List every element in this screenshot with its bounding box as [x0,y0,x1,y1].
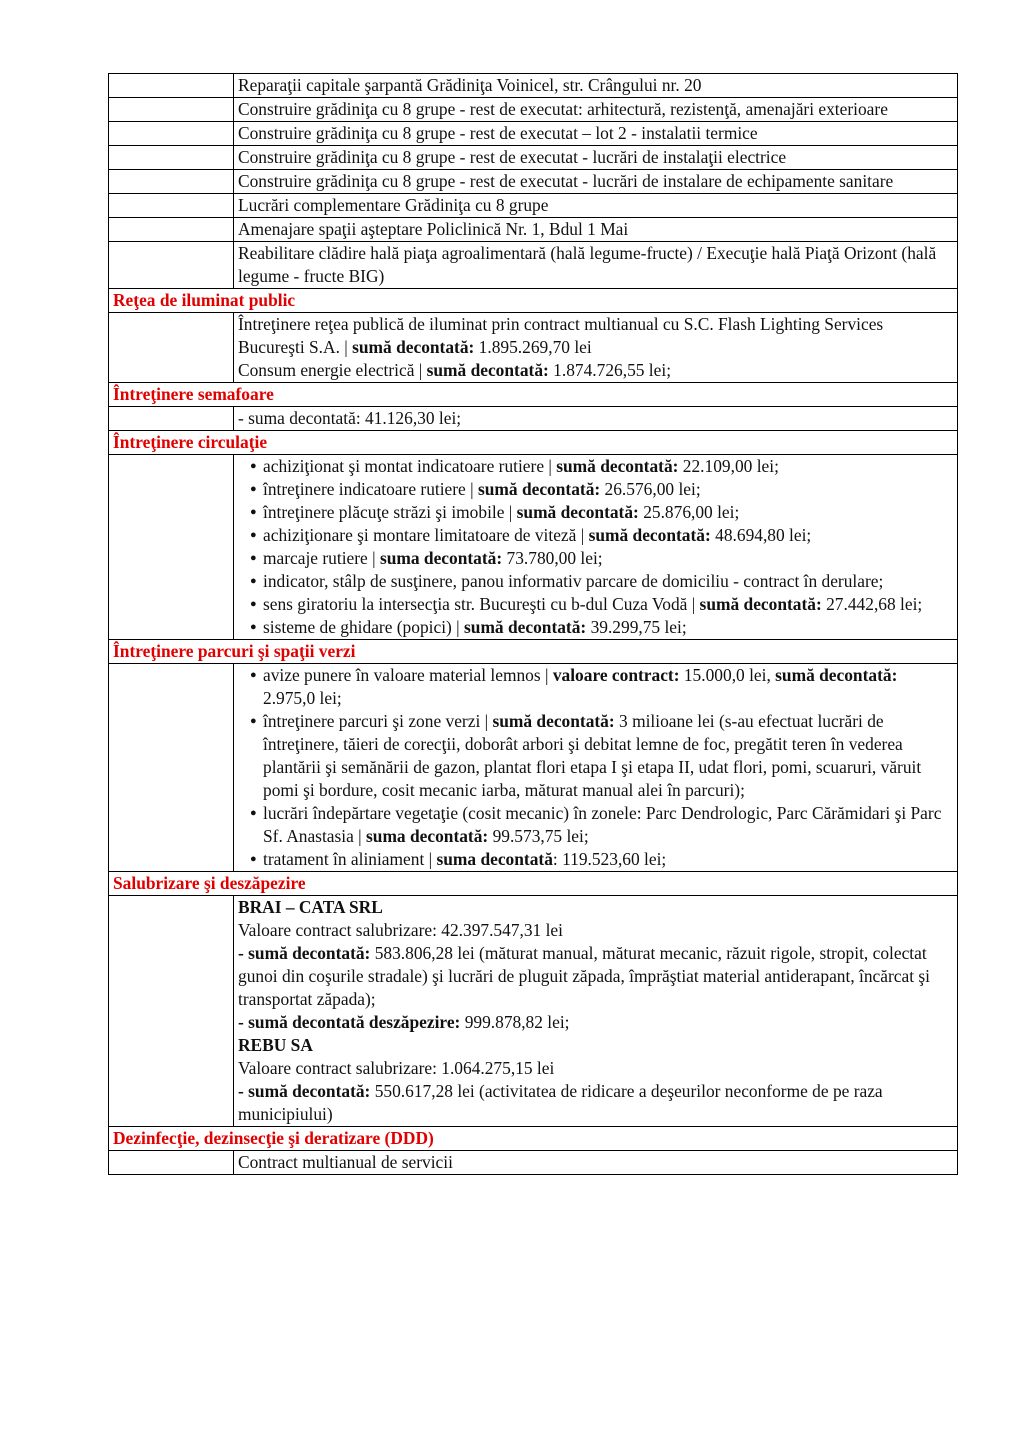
table-cell: Contract multianual de servicii [234,1151,958,1175]
table-cell [234,313,958,383]
section-header-row [109,383,958,407]
table-cell: Amenajare spaţii aşteptare Policlinică Nr. 1, Bdul 1 Mai [234,218,958,242]
table-row [109,455,958,640]
list-item: ● marcaje rutiere | suma decontată: 73.780,00 lei; [250,547,953,570]
table-row [109,146,958,170]
table-cell: Reabilitare clădire hală piaţa agroalimentară (hală legume-fructe) / Execuţie hală Piaţă Orizont (hală legume - fructe BIG) [234,242,958,289]
parcuri-list [238,664,953,871]
list-item: ● lucrări îndepărtare vegetaţie (cosit mecanic) în zonele: Parc Dendrologic, Parc Cărămidari şi Parc Sf. Anastasia | suma decontată: 99.573,75 lei; [250,802,953,848]
table-row [109,407,958,431]
section-title-parcuri: Întreţinere parcuri şi spaţii verzi [109,640,958,664]
iluminat-line-1: Întreţinere reţea publică de iluminat prin contract multianual cu S.C. Flash Lighting Services Bucureşti S.A. | sumă decontată: 1.895.269,70 lei [238,314,884,357]
list-item: ● achiziţionare şi montare limitatoare de viteză | sumă decontată: 48.694,80 lei; [250,524,953,547]
list-item: ● achiziţionat şi montat indicatoare rutiere | sumă decontată: 22.109,00 lei; [250,455,953,478]
section-title-ddd: Dezinfecţie, dezinsecţie şi deratizare (DDD) [109,1127,958,1151]
table-cell: - suma decontată: 41.126,30 lei; [234,407,958,431]
list-item: ● sens giratoriu la intersecţia str. Bucureşti cu b-dul Cuza Vodă | sumă decontată: 27.442,68 lei; [250,593,953,616]
list-item: ● întreţinere indicatoare rutiere | sumă decontată: 26.576,00 lei; [250,478,953,501]
table-row [109,170,958,194]
circulatie-list [238,455,953,639]
list-item: ● avize punere în valoare material lemnos | valoare contract: 15.000,0 lei, sumă decontată: 2.975,0 lei; [250,664,953,710]
section-title-salubrizare: Salubrizare şi deszăpezire [109,872,958,896]
works-table [108,73,958,1175]
table-cell: Construire grădiniţa cu 8 grupe - rest de executat – lot 2 - instalatii termice [234,122,958,146]
table-row [109,122,958,146]
list-item: ● sisteme de ghidare (popici) | sumă decontată: 39.299,75 lei; [250,616,953,639]
iluminat-line-2: Consum energie electrică | sumă decontată: 1.874.726,55 lei; [238,360,672,380]
section-header-row [109,640,958,664]
list-item: ● întreţinere plăcuţe străzi şi imobile | sumă decontată: 25.876,00 lei; [250,501,953,524]
section-header-row [109,431,958,455]
amount-line: - sumă decontată: 583.806,28 lei (măturat manual, măturat mecanic, răzuit rigole, stropit, colectat gunoi din coşurile stradale) şi lucrări de pluguit zăpada, împrăştiat material antiderapant, încărcat şi transportat zăpada); [238,943,930,1009]
table-row [109,242,958,289]
table-cell: Construire grădiniţa cu 8 grupe - rest de executat - lucrări de instalaţii electrice [234,146,958,170]
contractor-name: BRAI – CATA SRL [238,897,383,917]
table-row [109,1151,958,1175]
section-title-semafoare: Întreţinere semafoare [109,383,958,407]
document-page [108,73,958,1175]
table-cell: Lucrări complementare Grădiniţa cu 8 grupe [234,194,958,218]
amount-line: - sumă decontată: 550.617,28 lei (activitatea de ridicare a deşeurilor neconforme de pe raza municipiului) [238,1081,883,1124]
table-cell [234,896,958,1127]
section-title-iluminat: Reţea de iluminat public [109,289,958,313]
contract-value: Valoare contract salubrizare: 1.064.275,15 lei [238,1058,555,1078]
table-row [109,664,958,872]
table-cell: Reparaţii capitale şarpantă Grădiniţa Voinicel, str. Crângului nr. 20 [234,74,958,98]
table-row [109,194,958,218]
table-row [109,218,958,242]
table-row [109,74,958,98]
list-item: ● indicator, stâlp de susţinere, panou informativ parcare de domiciliu - contract în derulare; [250,570,953,593]
contractor-name: REBU SA [238,1035,313,1055]
table-cell: Construire grădiniţa cu 8 grupe - rest de executat: arhitectură, rezistenţă, amenajări exterioare [234,98,958,122]
table-row [109,98,958,122]
amount-line: - sumă decontată deszăpezire: 999.878,82 lei; [238,1012,570,1032]
table-cell: Construire grădiniţa cu 8 grupe - rest de executat - lucrări de instalare de echipamente sanitare [234,170,958,194]
list-item: ● tratament în aliniament | suma decontată: 119.523,60 lei; [250,848,953,871]
table-row [109,313,958,383]
table-cell [234,455,958,640]
table-cell [234,664,958,872]
list-item: ● întreţinere parcuri şi zone verzi | sumă decontată: 3 milioane lei (s-au efectuat lucrări de întreţinere, tăieri de corecţii, doborât arbori şi debitat lemne de foc, pregătit teren în vederea plantării şi semănării de gazon, plantat flori etapa I şi etapa II, udat flori, pomi, scuaruri, văruit pomi şi bordure, cosit mecanic iarba, măturat manual alei în parcuri); [250,710,953,802]
section-header-row [109,289,958,313]
section-header-row [109,872,958,896]
section-title-circulatie: Întreţinere circulaţie [109,431,958,455]
section-header-row [109,1127,958,1151]
table-row [109,896,958,1127]
contract-value: Valoare contract salubrizare: 42.397.547,31 lei [238,920,563,940]
